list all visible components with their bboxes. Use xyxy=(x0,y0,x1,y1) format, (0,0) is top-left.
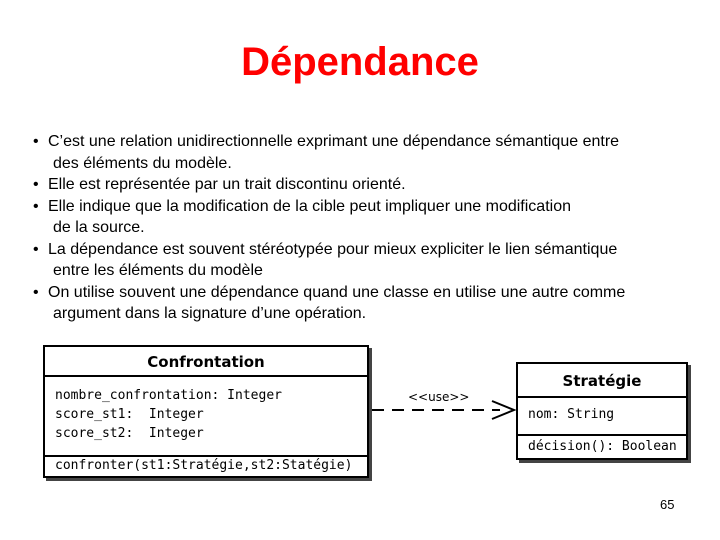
class-name: Confrontation xyxy=(45,347,367,377)
bullet-text-continuation: entre les éléments du modèle xyxy=(53,262,263,279)
uml-class-confrontation xyxy=(43,345,369,478)
bullet-dot: • xyxy=(33,197,39,215)
bullet-text: Elle indique que la modification de la cible peut impliquer une modification xyxy=(48,197,571,215)
bullet-text: Elle est représentée par un trait discontinu orienté. xyxy=(48,176,406,193)
class-attributes xyxy=(518,398,686,436)
bullet-dot: • xyxy=(33,283,39,301)
class-attribute: nombre_confrontation: Integer xyxy=(55,388,282,403)
class-operations xyxy=(45,457,367,476)
bullet-text: On utilise souvent une dépendance quand une classe en utilise une autre comme xyxy=(48,283,626,301)
class-attribute: nom: String xyxy=(528,407,615,422)
page-number: 65 xyxy=(660,497,675,512)
bullet-text-continuation: argument dans la signature d’une opération. xyxy=(53,305,367,322)
class-operations xyxy=(518,436,686,458)
class-operation: décision(): Boolean xyxy=(528,439,677,454)
class-name: Stratégie xyxy=(518,364,686,398)
class-attributes xyxy=(45,377,367,457)
bullet-text: C’est une relation unidirectionnelle exprimant une dépendance sémantique entre xyxy=(48,133,620,150)
bullet-text-continuation: de la source. xyxy=(53,219,145,236)
bullet-dot: • xyxy=(33,176,39,193)
uml-class-strategie xyxy=(516,362,688,460)
bullet-text-continuation: des éléments du modèle. xyxy=(53,154,232,172)
bullet-dot: • xyxy=(33,133,39,150)
bullet-dot: • xyxy=(33,240,39,258)
class-attribute: score_st1: Integer xyxy=(55,407,204,422)
dependency-stereotype-label: <<use>> xyxy=(408,390,470,404)
class-attribute: score_st2: Integer xyxy=(55,426,204,441)
class-operation: confronter(st1:Stratégie,st2:Statégie) xyxy=(55,458,353,473)
slide-title: Dépendance xyxy=(241,40,479,84)
bullet-text: La dépendance est souvent stéréotypée pour mieux expliciter le lien sémantique xyxy=(48,240,618,258)
